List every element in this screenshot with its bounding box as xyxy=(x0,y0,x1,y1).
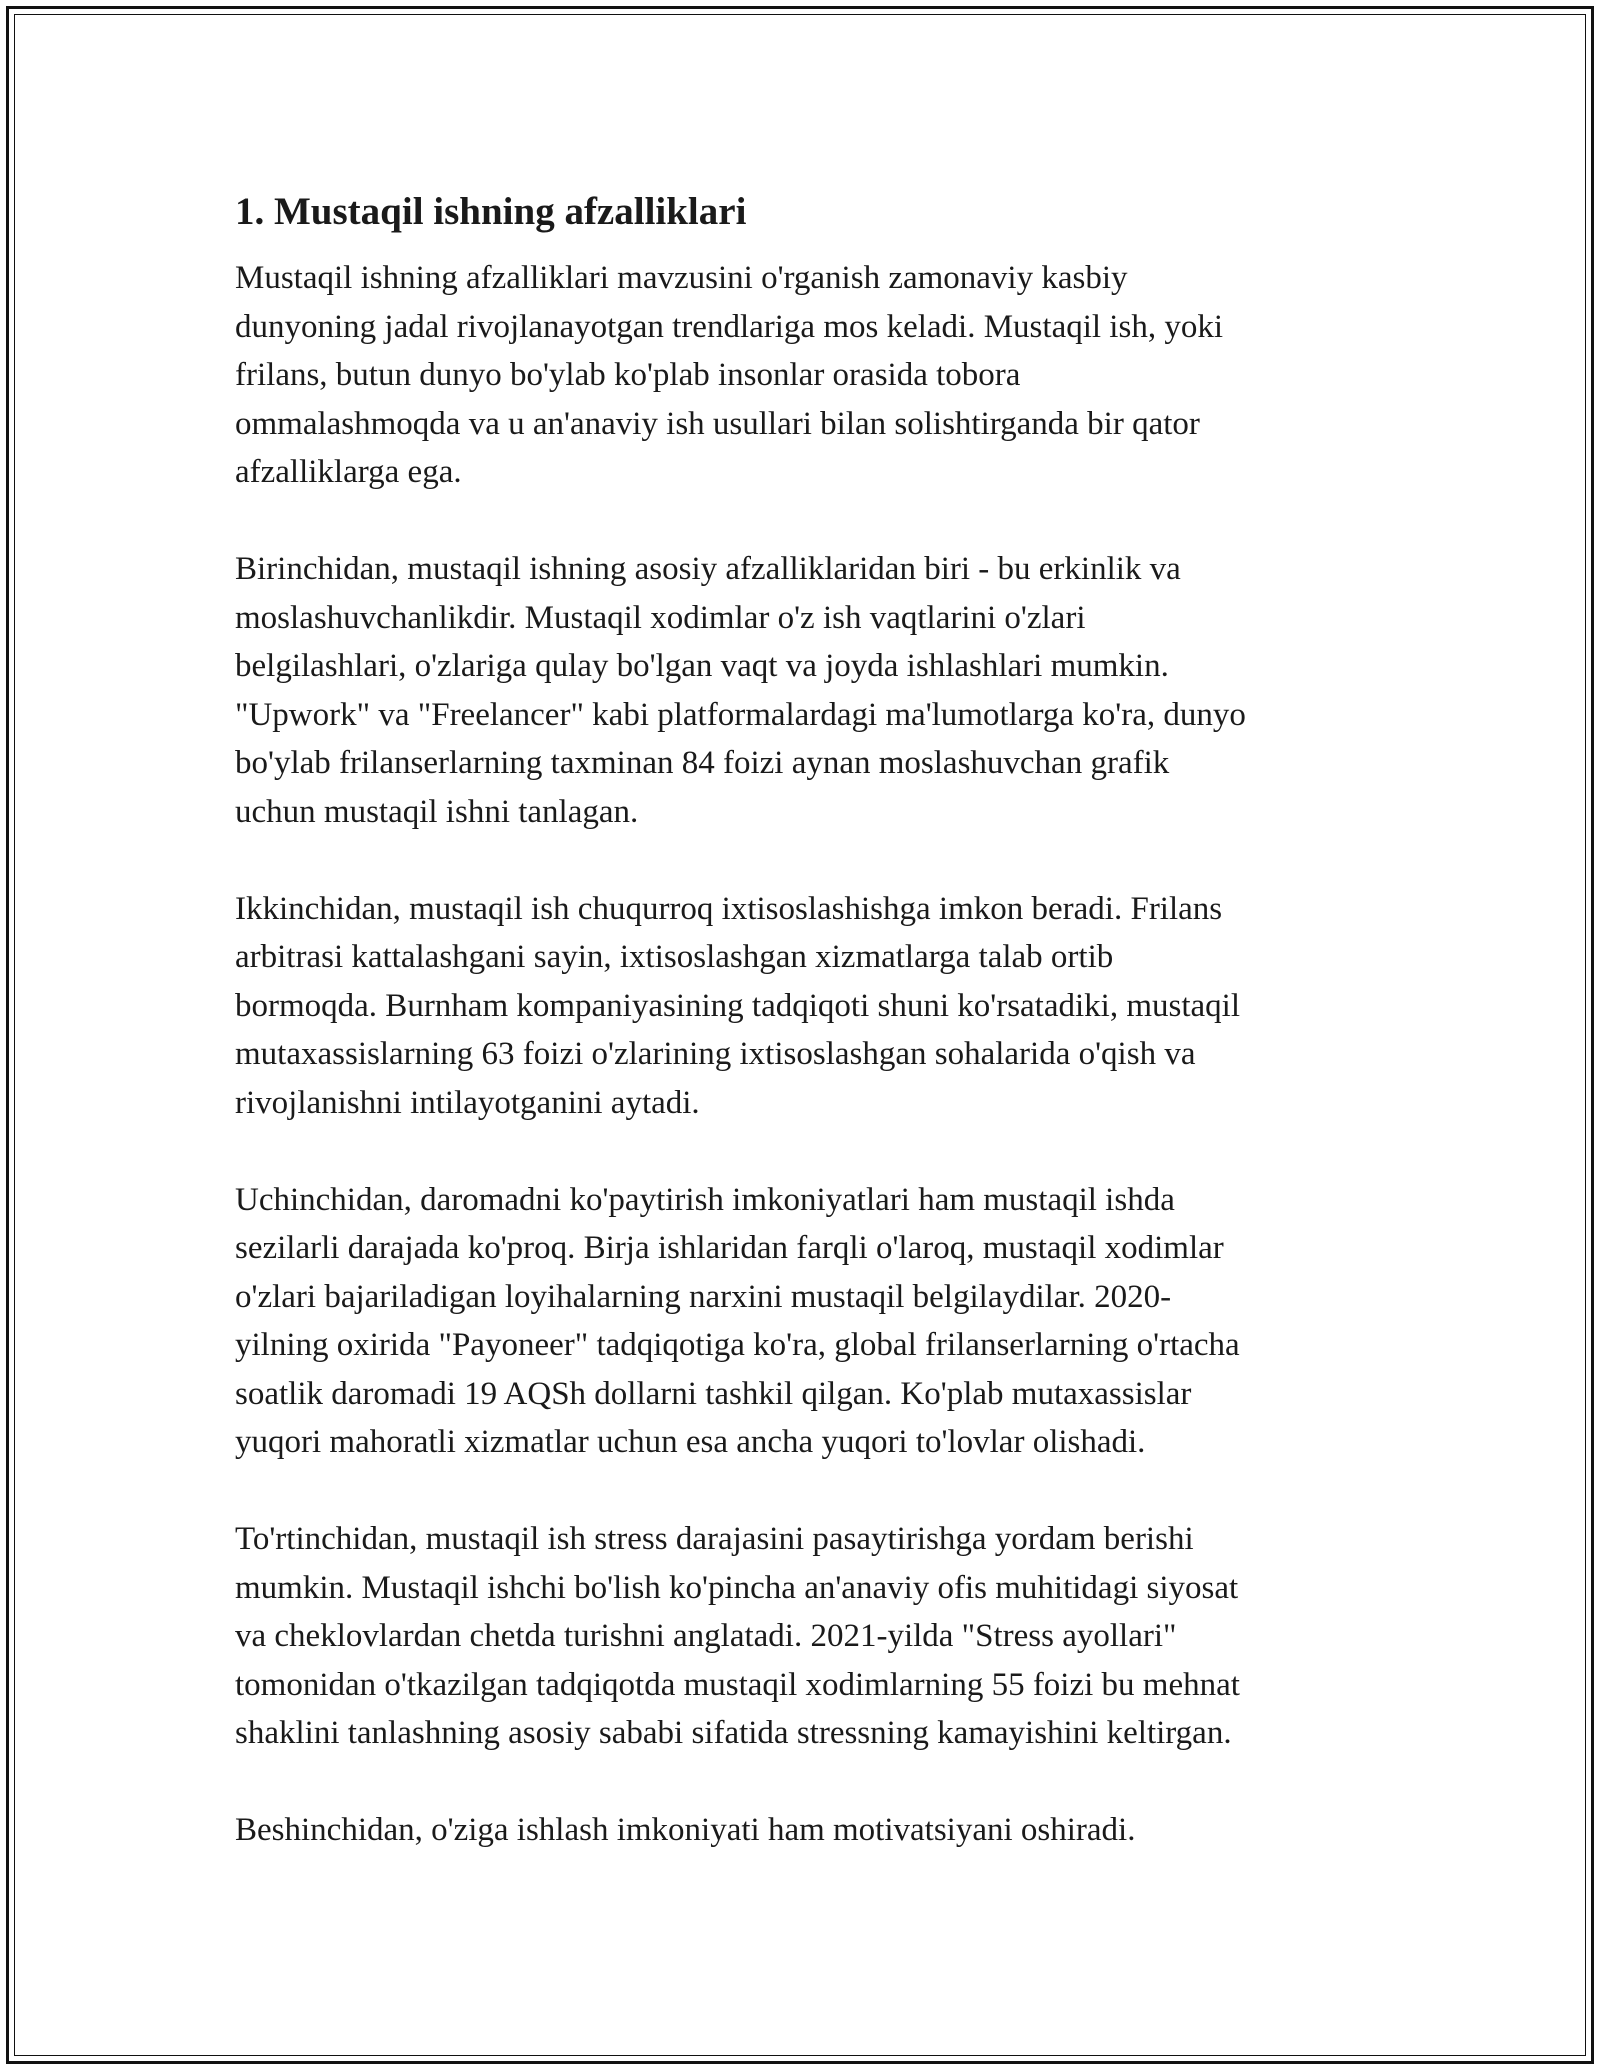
paragraph-list xyxy=(235,254,1375,1855)
paragraph-line: belgilashlari, o'zlariga qulay bo'lgan vaqt va joyda ishlashlari mumkin. xyxy=(235,648,1169,684)
paragraph-line: soatlik daromadi 19 AQSh dollarni tashkil qilgan. Ko'plab mutaxassislar xyxy=(235,1375,1192,1412)
paragraph-line: uchun mustaqil ishni tanlagan. xyxy=(235,793,639,830)
body-paragraph xyxy=(235,1515,1375,1758)
paragraph-line: moslashuvchanlikdir. Mustaqil xodimlar o'z ish vaqtlarini o'zlari xyxy=(235,599,1086,636)
paragraph-line: sezilarli darajada ko'proq. Birja ishlaridan farqli o'laroq, mustaqil xodimlar xyxy=(235,1230,1224,1266)
paragraph-line: o'zlari bajariladigan loyihalarning narxini mustaqil belgilaydilar. 2020- xyxy=(235,1278,1172,1315)
paragraph-line: "Upwork" va "Freelancer" kabi platformalardagi ma'lumotlarga ko'ra, dunyo xyxy=(235,696,1246,733)
paragraph-line: yuqori mahoratli xizmatlar uchun esa ancha yuqori to'lovlar olishadi. xyxy=(235,1424,1146,1460)
paragraph-line: bo'ylab frilanserlarning taxminan 84 foizi aynan moslashuvchan grafik xyxy=(235,745,1170,781)
paragraph-line: yilning oxirida "Payoneer" tadqiqotiga ko'ra, global frilanserlarning o'rtacha xyxy=(235,1327,1240,1363)
paragraph-line: tomonidan o'tkazilgan tadqiqotda mustaqil xodimlarning 55 foizi bu mehnat xyxy=(235,1666,1240,1703)
paragraph-line: afzalliklarga ega. xyxy=(235,454,462,490)
paragraph-line: frilans, butun dunyo bo'ylab ko'plab insonlar orasida tobora xyxy=(235,357,1021,393)
paragraph-line: va cheklovlardan chetda turishni anglatadi. 2021-yilda "Stress ayollari" xyxy=(235,1618,1177,1654)
paragraph-line: Beshinchidan, o'ziga ishlash imkoniyati ham motivatsiyani oshiradi. xyxy=(235,1812,1136,1848)
paragraph-line: bormoqda. Burnham kompaniyasining tadqiqoti shuni ko'rsatadiki, mustaqil xyxy=(235,987,1241,1024)
body-paragraph xyxy=(235,1806,1375,1855)
paragraph-line: ommalashmoqda va u an'anaviy ish usullari bilan solishtirganda bir qator xyxy=(235,405,1200,442)
paragraph-line: mumkin. Mustaqil ishchi bo'lish ko'pincha an'anaviy ofis muhitidagi siyosat xyxy=(235,1569,1239,1606)
body-paragraph xyxy=(235,254,1375,497)
paragraph-line: shaklini tanlashning asosiy sababi sifatida stressning kamayishini keltirgan. xyxy=(235,1715,1232,1751)
body-paragraph xyxy=(235,885,1375,1128)
paragraph-line: Mustaqil ishning afzalliklari mavzusini o'rganish zamonaviy kasbiy xyxy=(235,260,1128,296)
paragraph-line: To'rtinchidan, mustaqil ish stress darajasini pasaytirishga yordam berishi xyxy=(235,1521,1194,1557)
section-heading: 1. Mustaqil ishning afzalliklari xyxy=(235,190,747,233)
document-body xyxy=(235,188,1375,1903)
paragraph-line: dunyoning jadal rivojlanayotgan trendlariga mos keladi. Mustaqil ish, yoki xyxy=(235,308,1223,345)
body-paragraph xyxy=(235,1176,1375,1467)
paragraph-line: Birinchidan, mustaqil ishning asosiy afzalliklaridan biri - bu erkinlik va xyxy=(235,551,1181,587)
paragraph-line: Uchinchidan, daromadni ko'paytirish imkoniyatlari ham mustaqil ishda xyxy=(235,1181,1175,1218)
paragraph-line: rivojlanishni intilayotganini aytadi. xyxy=(235,1084,700,1121)
paragraph-line: Ikkinchidan, mustaqil ish chuqurroq ixtisoslashishga imkon beradi. Frilans xyxy=(235,890,1223,927)
paragraph-line: arbitrasi kattalashgani sayin, ixtisoslashgan xizmatlarga talab ortib xyxy=(235,939,1114,975)
paragraph-line: mutaxassislarning 63 foizi o'zlarining ixtisoslashgan sohalarida o'qish va xyxy=(235,1036,1196,1072)
body-paragraph xyxy=(235,545,1375,836)
